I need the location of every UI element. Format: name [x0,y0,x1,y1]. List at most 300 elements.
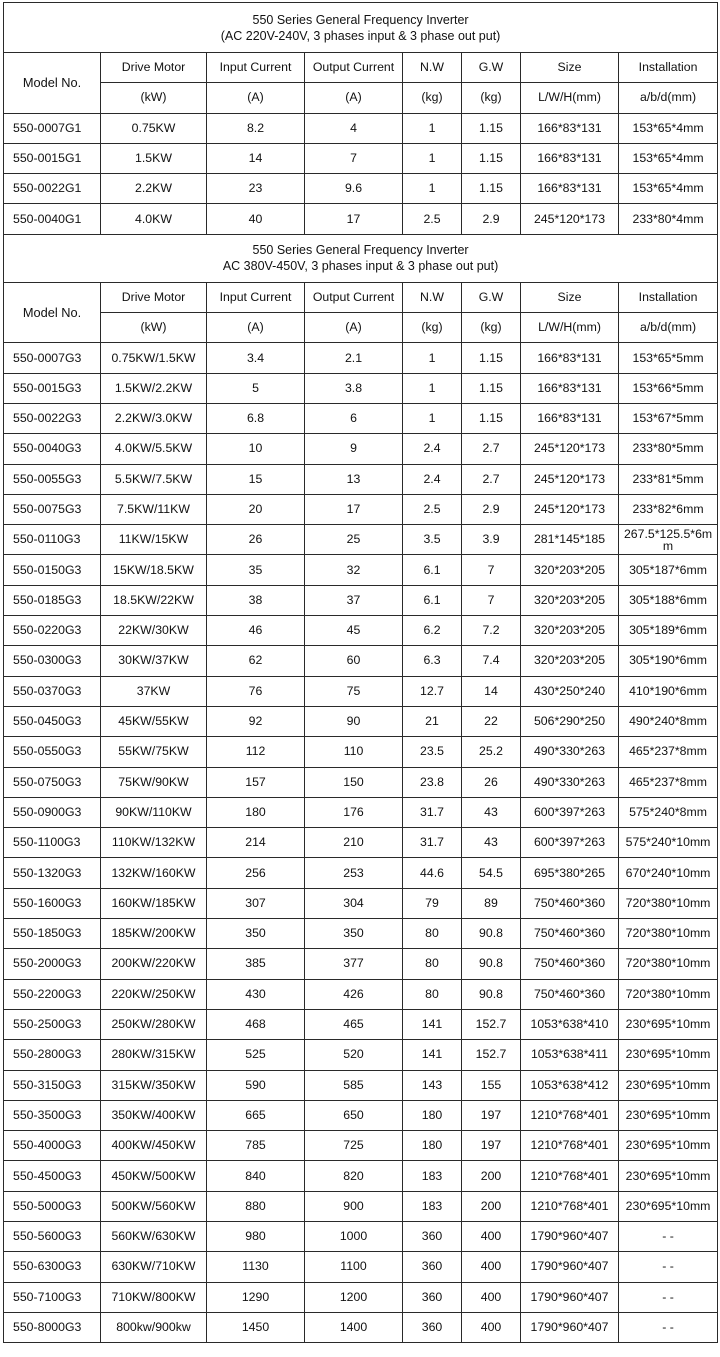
table-row [4,949,718,979]
cell-size: 1210*768*401 [521,1100,619,1130]
cell-net-weight: 141 [403,1009,462,1039]
cell-gross-weight: 400 [462,1312,521,1342]
cell-net-weight: 23.5 [403,737,462,767]
cell-output-current: 32 [305,555,403,585]
cell-size: 281*145*185 [521,525,619,555]
cell-installation: 230*695*10mm [619,1161,718,1191]
cell-output-current: 725 [305,1131,403,1161]
cell-input-current: 15 [207,464,305,494]
cell-gross-weight: 26 [462,767,521,797]
cell-input-current: 214 [207,828,305,858]
cell-drive-motor: 18.5KW/22KW [101,585,207,615]
cell-size: 1210*768*401 [521,1161,619,1191]
cell-installation: - - [619,1221,718,1251]
cell-net-weight: 2.4 [403,434,462,464]
cell-installation: 720*380*10mm [619,979,718,1009]
cell-model-no: 550-0055G3 [4,464,101,494]
header-output-current: Output Current [305,53,403,83]
header-size: Size [521,282,619,312]
cell-output-current: 45 [305,616,403,646]
unit-drive-motor: (kW) [101,83,207,113]
cell-gross-weight: 90.8 [462,979,521,1009]
cell-output-current: 2.1 [305,343,403,373]
cell-drive-motor: 400KW/450KW [101,1131,207,1161]
cell-installation: 230*695*10mm [619,1040,718,1070]
cell-installation: 720*380*10mm [619,919,718,949]
cell-model-no: 550-0550G3 [4,737,101,767]
cell-size: 430*250*240 [521,676,619,706]
table-row [4,525,718,555]
table-row [4,858,718,888]
cell-size: 166*83*131 [521,403,619,433]
cell-gross-weight: 54.5 [462,858,521,888]
cell-size: 1210*768*401 [521,1191,619,1221]
cell-installation: 153*66*5mm [619,373,718,403]
cell-gross-weight: 400 [462,1252,521,1282]
cell-size: 490*330*263 [521,737,619,767]
units-row [4,313,718,343]
cell-gross-weight: 155 [462,1070,521,1100]
cell-output-current: 176 [305,797,403,827]
cell-model-no: 550-0022G1 [4,174,101,204]
cell-net-weight: 180 [403,1100,462,1130]
cell-drive-motor: 45KW/55KW [101,706,207,736]
cell-input-current: 468 [207,1009,305,1039]
table-row [4,373,718,403]
cell-model-no: 550-2000G3 [4,949,101,979]
cell-size: 1210*768*401 [521,1131,619,1161]
cell-model-no: 550-5000G3 [4,1191,101,1221]
cell-model-no: 550-8000G3 [4,1312,101,1342]
cell-net-weight: 2.5 [403,204,462,234]
cell-gross-weight: 7.2 [462,616,521,646]
cell-input-current: 112 [207,737,305,767]
cell-output-current: 1200 [305,1282,403,1312]
cell-installation: 230*695*10mm [619,1191,718,1221]
cell-drive-motor: 315KW/350KW [101,1070,207,1100]
cell-input-current: 880 [207,1191,305,1221]
cell-size: 1790*960*407 [521,1282,619,1312]
cell-net-weight: 44.6 [403,858,462,888]
units-row [4,83,718,113]
cell-input-current: 980 [207,1221,305,1251]
cell-drive-motor: 1.5KW [101,143,207,173]
table-row [4,919,718,949]
cell-input-current: 3.4 [207,343,305,373]
unit-installation: a/b/d(mm) [619,83,718,113]
table-row [4,343,718,373]
cell-installation: - - [619,1252,718,1282]
cell-installation: 230*695*10mm [619,1131,718,1161]
cell-drive-motor: 22KW/30KW [101,616,207,646]
section-subtitle-line: (AC 220V-240V, 3 phases input & 3 phase out put) [220,28,501,43]
cell-gross-weight: 2.7 [462,464,521,494]
cell-drive-motor: 2.2KW [101,174,207,204]
cell-model-no: 550-0150G3 [4,555,101,585]
section-title-row [4,234,718,282]
cell-size: 1790*960*407 [521,1221,619,1251]
cell-gross-weight: 200 [462,1161,521,1191]
inverter-spec-table [3,2,718,1343]
cell-input-current: 350 [207,919,305,949]
unit-installation: a/b/d(mm) [619,313,718,343]
header-net-weight: N.W [403,53,462,83]
cell-size: 600*397*263 [521,797,619,827]
cell-output-current: 6 [305,403,403,433]
cell-drive-motor: 132KW/160KW [101,858,207,888]
cell-net-weight: 6.1 [403,555,462,585]
cell-net-weight: 1 [403,343,462,373]
cell-gross-weight: 25.2 [462,737,521,767]
cell-size: 166*83*131 [521,343,619,373]
cell-model-no: 550-0450G3 [4,706,101,736]
table-row [4,1191,718,1221]
cell-installation: 230*695*10mm [619,1100,718,1130]
cell-installation: 233*80*4mm [619,204,718,234]
table-row [4,143,718,173]
unit-size: L/W/H(mm) [521,83,619,113]
cell-input-current: 307 [207,888,305,918]
cell-input-current: 6.8 [207,403,305,433]
cell-input-current: 38 [207,585,305,615]
cell-input-current: 525 [207,1040,305,1070]
cell-net-weight: 3.5 [403,525,462,555]
cell-output-current: 377 [305,949,403,979]
cell-model-no: 550-0370G3 [4,676,101,706]
cell-model-no: 550-3500G3 [4,1100,101,1130]
cell-input-current: 385 [207,949,305,979]
table-row [4,1282,718,1312]
table-row [4,403,718,433]
cell-model-no: 550-0007G1 [4,113,101,143]
cell-input-current: 62 [207,646,305,676]
cell-input-current: 785 [207,1131,305,1161]
cell-size: 1053*638*411 [521,1040,619,1070]
cell-drive-motor: 710KW/800KW [101,1282,207,1312]
cell-size: 320*203*205 [521,555,619,585]
cell-input-current: 840 [207,1161,305,1191]
cell-input-current: 180 [207,797,305,827]
cell-installation: 465*237*8mm [619,767,718,797]
table-row [4,646,718,676]
cell-model-no: 550-5600G3 [4,1221,101,1251]
cell-gross-weight: 43 [462,797,521,827]
table-row [4,1100,718,1130]
cell-installation: 465*237*8mm [619,737,718,767]
cell-output-current: 60 [305,646,403,676]
cell-gross-weight: 1.15 [462,343,521,373]
cell-net-weight: 360 [403,1252,462,1282]
cell-net-weight: 21 [403,706,462,736]
cell-output-current: 9 [305,434,403,464]
cell-size: 695*380*265 [521,858,619,888]
column-header-row [4,282,718,312]
cell-output-current: 210 [305,828,403,858]
cell-output-current: 304 [305,888,403,918]
cell-output-current: 1100 [305,1252,403,1282]
table-row [4,797,718,827]
header-model-no: Model No. [4,53,101,114]
cell-drive-motor: 500KW/560KW [101,1191,207,1221]
cell-net-weight: 360 [403,1312,462,1342]
cell-output-current: 17 [305,494,403,524]
table-row [4,676,718,706]
cell-installation: - - [619,1312,718,1342]
table-row [4,434,718,464]
cell-size: 600*397*263 [521,828,619,858]
cell-gross-weight: 1.15 [462,403,521,433]
cell-input-current: 590 [207,1070,305,1100]
cell-size: 320*203*205 [521,616,619,646]
table-row [4,585,718,615]
table-row [4,1009,718,1039]
cell-model-no: 550-0300G3 [4,646,101,676]
cell-drive-motor: 0.75KW [101,113,207,143]
column-header-row [4,53,718,83]
cell-drive-motor: 37KW [101,676,207,706]
cell-size: 166*83*131 [521,113,619,143]
cell-gross-weight: 1.15 [462,373,521,403]
cell-gross-weight: 90.8 [462,919,521,949]
cell-input-current: 14 [207,143,305,173]
unit-input-current: (A) [207,313,305,343]
cell-gross-weight: 197 [462,1131,521,1161]
cell-model-no: 550-0110G3 [4,525,101,555]
section-subtitle-line: AC 380V-450V, 3 phases input & 3 phase out put) [222,259,499,274]
cell-output-current: 110 [305,737,403,767]
cell-model-no: 550-0220G3 [4,616,101,646]
unit-gross-weight: (kg) [462,313,521,343]
section-title [4,3,718,53]
cell-net-weight: 80 [403,949,462,979]
cell-drive-motor: 11KW/15KW [101,525,207,555]
cell-drive-motor: 185KW/200KW [101,919,207,949]
cell-installation: - - [619,1282,718,1312]
cell-drive-motor: 15KW/18.5KW [101,555,207,585]
cell-net-weight: 23.8 [403,767,462,797]
cell-installation: 305*187*6mm [619,555,718,585]
cell-input-current: 10 [207,434,305,464]
cell-output-current: 25 [305,525,403,555]
cell-input-current: 8.2 [207,113,305,143]
table-row [4,464,718,494]
cell-input-current: 23 [207,174,305,204]
cell-net-weight: 1 [403,403,462,433]
cell-installation: 153*65*5mm [619,343,718,373]
cell-gross-weight: 2.7 [462,434,521,464]
cell-model-no: 550-0007G3 [4,343,101,373]
section-title-line: 550 Series General Frequency Inverter [252,12,469,27]
cell-model-no: 550-4000G3 [4,1131,101,1161]
unit-output-current: (A) [305,83,403,113]
table-row [4,204,718,234]
header-installation: Installation [619,282,718,312]
cell-input-current: 26 [207,525,305,555]
header-model-no: Model No. [4,282,101,343]
cell-installation: 153*65*4mm [619,174,718,204]
cell-size: 245*120*173 [521,204,619,234]
cell-output-current: 585 [305,1070,403,1100]
cell-net-weight: 141 [403,1040,462,1070]
unit-net-weight: (kg) [403,83,462,113]
cell-drive-motor: 4.0KW/5.5KW [101,434,207,464]
header-input-current: Input Current [207,282,305,312]
table-row [4,979,718,1009]
cell-drive-motor: 450KW/500KW [101,1161,207,1191]
cell-output-current: 465 [305,1009,403,1039]
cell-drive-motor: 0.75KW/1.5KW [101,343,207,373]
cell-size: 245*120*173 [521,494,619,524]
cell-model-no: 550-0040G1 [4,204,101,234]
cell-model-no: 550-2500G3 [4,1009,101,1039]
cell-gross-weight: 3.9 [462,525,521,555]
cell-model-no: 550-3150G3 [4,1070,101,1100]
cell-size: 245*120*173 [521,464,619,494]
cell-gross-weight: 2.9 [462,204,521,234]
cell-model-no: 550-2200G3 [4,979,101,1009]
cell-size: 1790*960*407 [521,1252,619,1282]
cell-input-current: 20 [207,494,305,524]
cell-gross-weight: 90.8 [462,949,521,979]
cell-output-current: 650 [305,1100,403,1130]
cell-gross-weight: 43 [462,828,521,858]
table-row [4,888,718,918]
table-row [4,1131,718,1161]
cell-gross-weight: 7 [462,555,521,585]
section-title-row [4,3,718,53]
cell-size: 245*120*173 [521,434,619,464]
cell-output-current: 1400 [305,1312,403,1342]
cell-net-weight: 183 [403,1191,462,1221]
cell-drive-motor: 1.5KW/2.2KW [101,373,207,403]
cell-model-no: 550-0040G3 [4,434,101,464]
unit-drive-motor: (kW) [101,313,207,343]
cell-input-current: 256 [207,858,305,888]
header-installation: Installation [619,53,718,83]
header-gross-weight: G.W [462,282,521,312]
cell-size: 750*460*360 [521,888,619,918]
cell-drive-motor: 55KW/75KW [101,737,207,767]
cell-drive-motor: 280KW/315KW [101,1040,207,1070]
cell-gross-weight: 89 [462,888,521,918]
cell-installation: 230*695*10mm [619,1009,718,1039]
cell-drive-motor: 2.2KW/3.0KW [101,403,207,433]
cell-installation: 305*188*6mm [619,585,718,615]
cell-net-weight: 12.7 [403,676,462,706]
cell-model-no: 550-0015G3 [4,373,101,403]
cell-gross-weight: 2.9 [462,494,521,524]
cell-installation: 233*81*5mm [619,464,718,494]
cell-installation: 267.5*125.5*6mm [619,525,718,555]
cell-size: 320*203*205 [521,646,619,676]
cell-model-no: 550-1320G3 [4,858,101,888]
table-row [4,706,718,736]
cell-gross-weight: 152.7 [462,1009,521,1039]
cell-output-current: 17 [305,204,403,234]
cell-installation: 490*240*8mm [619,706,718,736]
cell-input-current: 46 [207,616,305,646]
table-row [4,113,718,143]
cell-size: 166*83*131 [521,143,619,173]
cell-input-current: 35 [207,555,305,585]
cell-model-no: 550-1600G3 [4,888,101,918]
cell-input-current: 76 [207,676,305,706]
cell-input-current: 1130 [207,1252,305,1282]
cell-model-no: 550-0015G1 [4,143,101,173]
table-row [4,1312,718,1342]
header-gross-weight: G.W [462,53,521,83]
header-net-weight: N.W [403,282,462,312]
cell-input-current: 1450 [207,1312,305,1342]
cell-gross-weight: 14 [462,676,521,706]
cell-size: 1053*638*410 [521,1009,619,1039]
table-row [4,174,718,204]
cell-model-no: 550-6300G3 [4,1252,101,1282]
cell-net-weight: 360 [403,1282,462,1312]
cell-size: 166*83*131 [521,373,619,403]
cell-model-no: 550-0900G3 [4,797,101,827]
cell-input-current: 40 [207,204,305,234]
cell-net-weight: 31.7 [403,828,462,858]
cell-size: 490*330*263 [521,767,619,797]
cell-model-no: 550-0185G3 [4,585,101,615]
cell-installation: 720*380*10mm [619,888,718,918]
cell-net-weight: 1 [403,113,462,143]
table-row [4,737,718,767]
cell-drive-motor: 110KW/132KW [101,828,207,858]
header-input-current: Input Current [207,53,305,83]
cell-drive-motor: 220KW/250KW [101,979,207,1009]
cell-net-weight: 80 [403,919,462,949]
cell-gross-weight: 1.15 [462,143,521,173]
cell-drive-motor: 200KW/220KW [101,949,207,979]
table-row [4,616,718,646]
cell-drive-motor: 5.5KW/7.5KW [101,464,207,494]
table-row [4,1161,718,1191]
cell-installation: 153*65*4mm [619,113,718,143]
cell-drive-motor: 350KW/400KW [101,1100,207,1130]
table-row [4,1070,718,1100]
cell-size: 750*460*360 [521,979,619,1009]
cell-size: 320*203*205 [521,585,619,615]
cell-output-current: 426 [305,979,403,1009]
table-row [4,1040,718,1070]
cell-net-weight: 1 [403,373,462,403]
cell-drive-motor: 800kw/900kw [101,1312,207,1342]
table-row [4,494,718,524]
cell-gross-weight: 7.4 [462,646,521,676]
unit-size: L/W/H(mm) [521,313,619,343]
cell-drive-motor: 90KW/110KW [101,797,207,827]
cell-installation: 233*82*6mm [619,494,718,524]
cell-output-current: 37 [305,585,403,615]
cell-output-current: 4 [305,113,403,143]
cell-gross-weight: 197 [462,1100,521,1130]
cell-output-current: 253 [305,858,403,888]
cell-output-current: 350 [305,919,403,949]
cell-gross-weight: 200 [462,1191,521,1221]
cell-net-weight: 6.1 [403,585,462,615]
cell-input-current: 157 [207,767,305,797]
cell-output-current: 150 [305,767,403,797]
cell-drive-motor: 250KW/280KW [101,1009,207,1039]
cell-output-current: 75 [305,676,403,706]
unit-output-current: (A) [305,313,403,343]
cell-net-weight: 79 [403,888,462,918]
cell-input-current: 5 [207,373,305,403]
cell-installation: 153*65*4mm [619,143,718,173]
cell-output-current: 7 [305,143,403,173]
